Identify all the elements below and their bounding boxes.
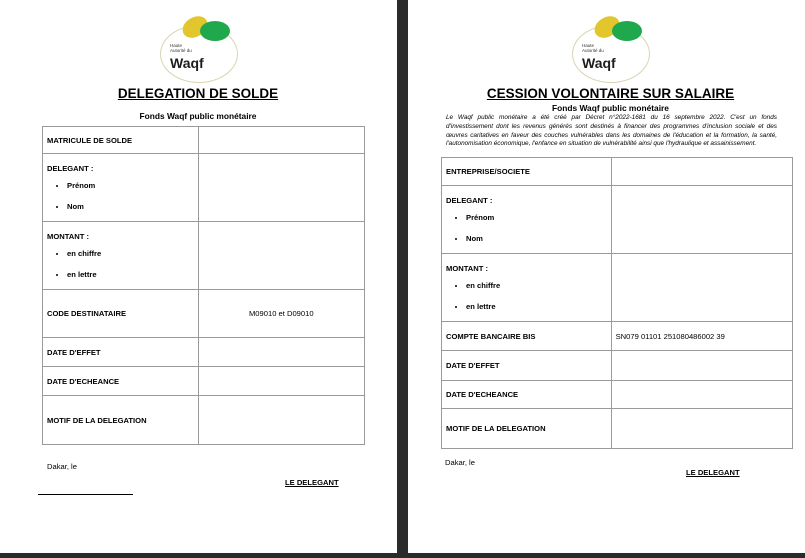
date-effet-label: DATE D'EFFET [442, 351, 612, 381]
en-lettre-label: • en lettre [67, 270, 194, 279]
date-effet-field[interactable] [611, 351, 792, 381]
en-lettre-label: • en lettre [466, 302, 607, 311]
montant-field[interactable] [198, 222, 364, 290]
left-title: DELEGATION DE SOLDE [117, 86, 279, 101]
logo-small-line-2: Autorité du [170, 48, 192, 53]
table-row [442, 186, 793, 254]
motif-label: MOTIF DE LA DELEGATION [43, 396, 199, 445]
prenom-label: • Prénom [466, 213, 607, 222]
waqf-logo [160, 17, 240, 87]
table-row [43, 396, 365, 445]
date-effet-label: DATE D'EFFET [43, 338, 199, 367]
table-row [43, 338, 365, 367]
motif-field[interactable] [611, 409, 792, 449]
date-echeance-field[interactable] [611, 381, 792, 409]
prenom-label: • Prénom [67, 181, 194, 190]
compte-bancaire-value: SN079 01101 251080486002 39 [611, 322, 792, 351]
delegant-cell [43, 154, 199, 222]
right-place-date: Dakar, le [445, 458, 475, 467]
right-intro-paragraph: Le Waqf public monétaire a été créé par Décret n°2022-1681 du 16 septembre 2022. C'est un fonds d'investissement dont les revenus générés sont destinés à financer des programmes d'inclusion sociale et des œuvres caritatives en faveur des couches vulnérables dans les domaines de l'éducation et la formation, la santé, l'autonomisation économique, l'enfance en situation de vulnérabilité ainsi que l'hydraulique et assainissement. [446, 114, 777, 148]
right-form-table [441, 157, 793, 449]
table-row [43, 367, 365, 396]
delegant-label: DELEGANT : [446, 196, 493, 205]
delegant-field[interactable] [611, 186, 792, 254]
en-chiffre-label: • en chiffre [67, 249, 194, 258]
matricule-label: MATRICULE DE SOLDE [43, 127, 199, 154]
date-effet-field[interactable] [198, 338, 364, 367]
left-signature-label: LE DELEGANT [285, 478, 339, 487]
montant-cell [442, 254, 612, 322]
matricule-field[interactable] [198, 127, 364, 154]
page-divider [397, 0, 408, 558]
delegant-label: DELEGANT : [47, 164, 94, 173]
delegant-list [47, 181, 194, 211]
montant-field[interactable] [611, 254, 792, 322]
waqf-logo-right [572, 17, 652, 87]
table-row [442, 254, 793, 322]
green-leaf-icon [612, 21, 642, 41]
left-form-table [42, 126, 365, 445]
left-subtitle: Fonds Waqf public monétaire [139, 111, 257, 121]
logo-small-line-2: Autorité du [582, 48, 604, 53]
table-row [442, 351, 793, 381]
right-subtitle: Fonds Waqf public monétaire [552, 103, 669, 113]
en-chiffre-label: • en chiffre [466, 281, 607, 290]
table-row [442, 158, 793, 186]
delegant-list [446, 213, 607, 243]
table-row [43, 290, 365, 338]
logo-small-text [170, 43, 210, 53]
code-destinataire-value: M09010 et D09010 [198, 290, 364, 338]
montant-list [446, 281, 607, 311]
date-echeance-label: DATE D'ECHEANCE [442, 381, 612, 409]
table-row [43, 154, 365, 222]
code-destinataire-label: CODE DESTINATAIRE [43, 290, 199, 338]
date-echeance-field[interactable] [198, 367, 364, 396]
table-row [43, 127, 365, 154]
right-page [408, 0, 805, 553]
montant-list [47, 249, 194, 279]
logo-word: Waqf [582, 55, 616, 71]
logo-small-line-1: Haute [582, 43, 595, 48]
left-place-date: Dakar, le [47, 462, 77, 471]
logo-small-text [582, 43, 622, 53]
entreprise-label: ENTREPRISE/SOCIETE [442, 158, 612, 186]
montant-label: MONTANT : [47, 232, 90, 241]
date-echeance-label: DATE D'ECHEANCE [43, 367, 199, 396]
montant-label: MONTANT : [446, 264, 489, 273]
montant-cell [43, 222, 199, 290]
right-title: CESSION VOLONTAIRE SUR SALAIRE [486, 86, 735, 101]
delegant-cell [442, 186, 612, 254]
right-signature-label: LE DELEGANT [686, 468, 740, 477]
entreprise-field[interactable] [611, 158, 792, 186]
motif-field[interactable] [198, 396, 364, 445]
table-row [442, 322, 793, 351]
delegant-field[interactable] [198, 154, 364, 222]
left-signature-line [38, 494, 133, 495]
nom-label: • Nom [67, 202, 194, 211]
motif-label: MOTIF DE LA DELEGATION [442, 409, 612, 449]
bottom-bar [0, 553, 805, 558]
nom-label: • Nom [466, 234, 607, 243]
logo-small-line-1: Haute [170, 43, 183, 48]
compte-bancaire-label: COMPTE BANCAIRE BIS [442, 322, 612, 351]
table-row [442, 409, 793, 449]
green-leaf-icon [200, 21, 230, 41]
table-row [442, 381, 793, 409]
logo-word: Waqf [170, 55, 204, 71]
table-row [43, 222, 365, 290]
left-page [0, 0, 397, 553]
